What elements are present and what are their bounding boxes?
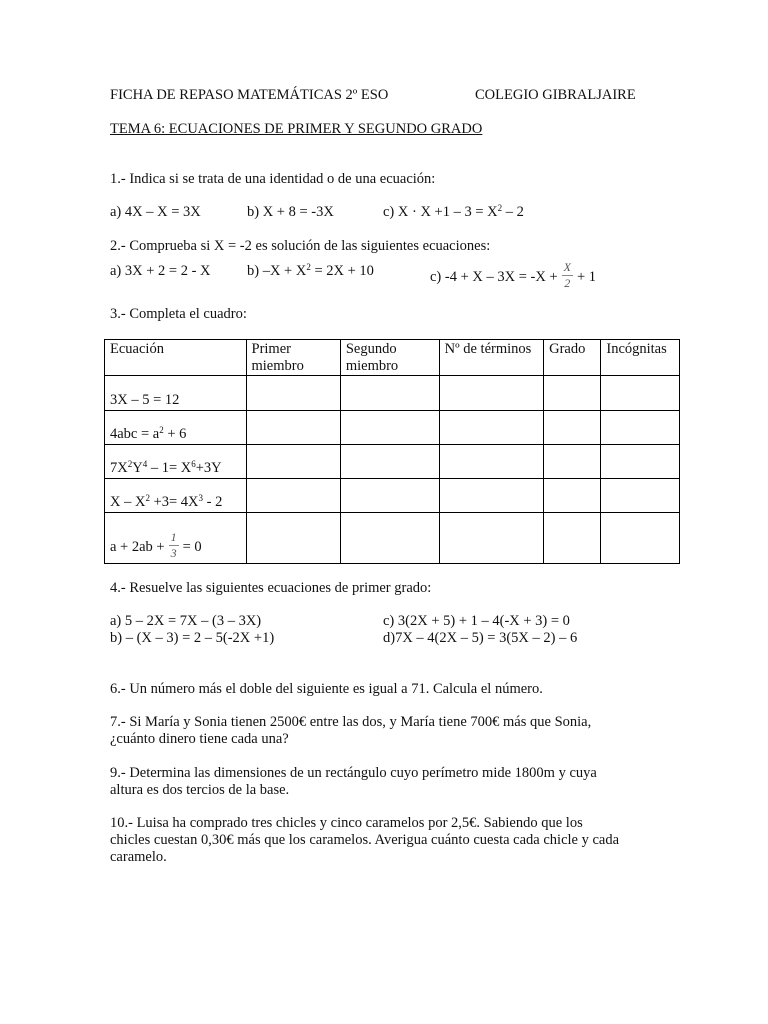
primer-miembro-cell[interactable] [246, 376, 340, 411]
q1-prompt: 1.- Indica si se trata de una identidad o de una ecuación: [110, 171, 436, 187]
table-row [105, 411, 680, 445]
header-grado: Grado [544, 340, 601, 376]
primer-miembro-cell[interactable] [246, 445, 340, 479]
num-terminos-cell[interactable] [439, 513, 543, 564]
q2-prompt: 2.- Comprueba si X = -2 es solución de las siguientes ecuaciones: [110, 238, 491, 254]
num-terminos-cell[interactable] [439, 376, 543, 411]
q10-text-line2: chicles cuestan 0,30€ más que los caramelos. Averigua cuánto cuesta cada chicle y cada [110, 832, 620, 848]
equation-cell: $7X^2Y^4 - 1= X^6+3Y$ [105, 445, 247, 479]
fraction-x-over-2: $\frac{X}{2}$ [563, 260, 571, 290]
num-terminos-cell[interactable] [439, 479, 543, 513]
equation-cell: $4abc = a^2 + 6$ [105, 411, 247, 445]
segundo-miembro-cell[interactable] [340, 411, 439, 445]
school-name: COLEGIO GIBRALJAIRE [475, 87, 636, 103]
grado-cell[interactable] [544, 479, 601, 513]
table-row [105, 513, 680, 564]
equation-cell: $X - X^2 +3= 4X^3 - 2$ [105, 479, 247, 513]
num-terminos-cell[interactable] [439, 445, 543, 479]
q1-option-c: c) $X \cdot X +1 - 3 = X^2 - 2$ [383, 203, 524, 220]
equation-cell: 3X – 5 = 12 [105, 376, 247, 411]
header-incognitas: Incógnitas [601, 340, 680, 376]
q6-text: 6.- Un número más el doble del siguiente es igual a 71. Calcula el número. [110, 681, 543, 697]
grado-cell[interactable] [544, 376, 601, 411]
q4-equation-d: d)7X – 4(2X – 5) = 3(5X – 2) – 6 [383, 630, 578, 646]
primer-miembro-cell[interactable] [246, 411, 340, 445]
q1-option-a: a) 4X – X = 3X [110, 204, 201, 220]
grado-cell[interactable] [544, 513, 601, 564]
q10-text-line3: caramelo. [110, 849, 167, 865]
table-row [105, 479, 680, 513]
q2-option-a: a) 3X + 2 = 2 - X [110, 263, 211, 279]
q3-prompt: 3.- Completa el cuadro: [110, 306, 247, 322]
q1-option-b: b) X + 8 = -3X [247, 204, 334, 220]
q7-text-line2: ¿cuánto dinero tiene cada una? [110, 731, 289, 747]
q10-text-line1: 10.- Luisa ha comprado tres chicles y cinco caramelos por 2,5€. Sabiendo que los [110, 815, 583, 831]
incognitas-cell[interactable] [601, 445, 680, 479]
header-primer-miembro: Primer miembro [246, 340, 340, 376]
grado-cell[interactable] [544, 445, 601, 479]
grado-cell[interactable] [544, 411, 601, 445]
q4-equation-c: c) 3(2X + 5) + 1 – 4(-X + 3) = 0 [383, 613, 570, 629]
incognitas-cell[interactable] [601, 513, 680, 564]
q4-equation-b: b) – (X – 3) = 2 – 5(-2X +1) [110, 630, 275, 646]
q9-text-line1: 9.- Determina las dimensiones de un rectángulo cuyo perímetro mide 1800m y cuya [110, 765, 597, 781]
q7-text-line1: 7.- Si María y Sonia tienen 2500€ entre las dos, y María tiene 700€ más que Sonia, [110, 714, 592, 730]
topic-heading: TEMA 6: ECUACIONES DE PRIMER Y SEGUNDO GRADO [110, 121, 483, 137]
num-terminos-cell[interactable] [439, 411, 543, 445]
incognitas-cell[interactable] [601, 411, 680, 445]
primer-miembro-cell[interactable] [246, 479, 340, 513]
q2-option-c: c) -4 + X – 3X = -X + $\frac{X}{2}$ + 1 [430, 260, 597, 290]
segundo-miembro-cell[interactable] [340, 513, 439, 564]
incognitas-cell[interactable] [601, 479, 680, 513]
incognitas-cell[interactable] [601, 376, 680, 411]
worksheet-title: FICHA DE REPASO MATEMÁTICAS 2º ESO [110, 87, 389, 103]
header-ecuacion: Ecuación [105, 340, 247, 376]
equations-table [104, 339, 680, 564]
q9-text-line2: altura es dos tercios de la base. [110, 782, 290, 798]
segundo-miembro-cell[interactable] [340, 479, 439, 513]
q4-equation-a: a) 5 – 2X = 7X – (3 – 3X) [110, 613, 262, 629]
table-header-row [105, 340, 680, 376]
primer-miembro-cell[interactable] [246, 513, 340, 564]
table-row [105, 445, 680, 479]
header-num-terminos: Nº de términos [439, 340, 543, 376]
q2-option-b: b) $-X + X^2 = 2X + 10$ [247, 262, 374, 279]
table-row [105, 376, 680, 411]
equation-cell: a + 2ab + $\frac{1}{3}$ = 0 [105, 513, 247, 564]
segundo-miembro-cell[interactable] [340, 376, 439, 411]
fraction-1-over-3: $\frac{1}{3}$ [170, 530, 177, 560]
q4-prompt: 4.- Resuelve las siguientes ecuaciones de primer grado: [110, 580, 432, 596]
header-segundo-miembro: Segundo miembro [340, 340, 439, 376]
segundo-miembro-cell[interactable] [340, 445, 439, 479]
